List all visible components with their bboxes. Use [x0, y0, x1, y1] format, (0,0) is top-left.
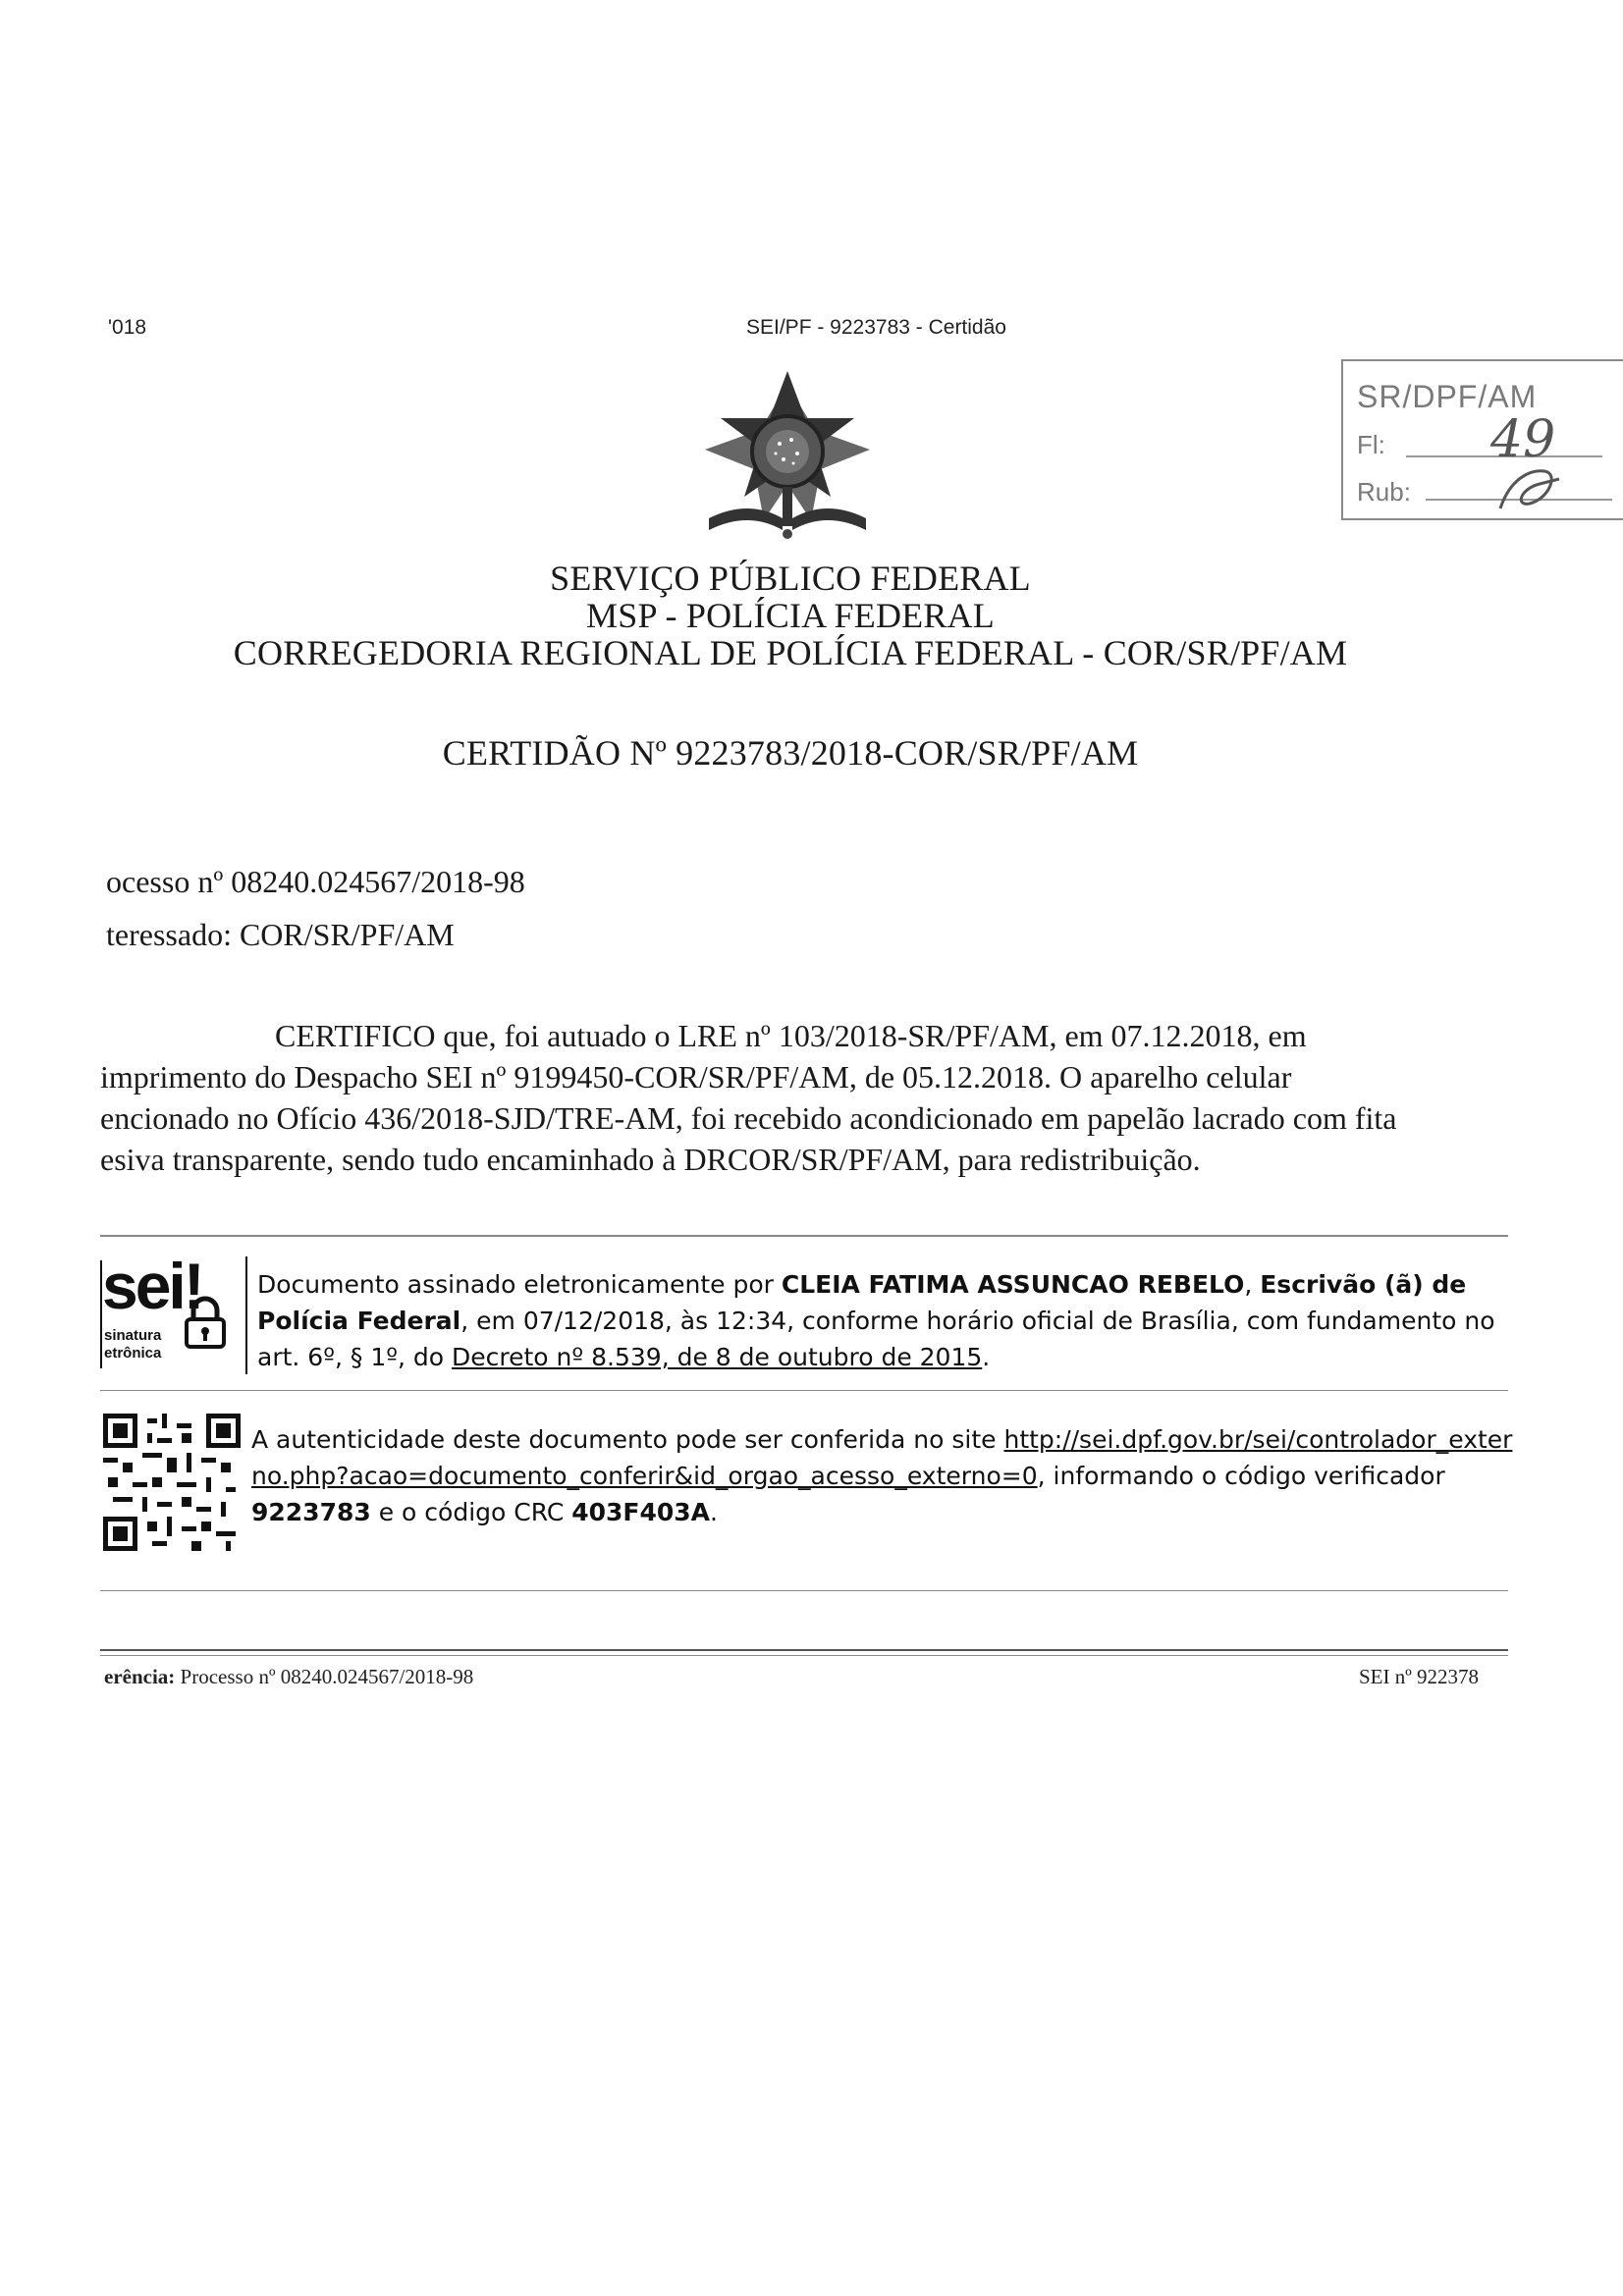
heading-line-2: MSP - POLÍCIA FEDERAL [586, 596, 995, 635]
verifier-code: 9223783 [251, 1498, 371, 1526]
divider [100, 1390, 1508, 1391]
padlock-icon [183, 1296, 228, 1349]
divider [100, 1590, 1508, 1591]
print-header-date: '018 [108, 316, 147, 339]
body-line-2: imprimento do Despacho SEI nº 9199450-COR/SR/PF/AM, de 05.12.2018. O aparelho celular [100, 1059, 1292, 1095]
stamp-org: SR/DPF/AM [1357, 379, 1538, 414]
body-line-4: esiva transparente, sendo tudo encaminhado à DRCOR/SR/PF/AM, para redistribuição. [100, 1142, 1201, 1177]
coat-of-arms-emblem [689, 371, 886, 548]
signer-role: Escrivão (ã) de Polícia Federal [257, 1270, 1467, 1335]
qr-code[interactable] [103, 1414, 241, 1551]
decree-link[interactable]: Decreto nº 8.539, de 8 de outubro de 2015 [452, 1343, 983, 1371]
stamp-fl-label: Fl: [1357, 430, 1385, 459]
interessado-line: teressado: COR/SR/PF/AM [106, 917, 455, 952]
stamp-rub-label: Rub: [1357, 477, 1411, 507]
body-line-1: CERTIFICO que, foi autuado o LRE nº 103/2018-SR/PF/AM, em 07.12.2018, em [275, 1018, 1307, 1053]
protocol-stamp [1341, 359, 1623, 520]
rubric-signature-icon [1490, 459, 1569, 518]
footer-reference: erência: Processo nº 08240.024567/2018-98 [104, 1665, 474, 1688]
footer-ref-label: erência: [104, 1665, 176, 1688]
stamp-fl-value: 49 [1490, 410, 1556, 469]
footer-divider [100, 1649, 1508, 1651]
body-line-3: encionado no Ofício 436/2018-SJD/TRE-AM, foi recebido acondicionado em papelão lacrado com fita [100, 1100, 1397, 1136]
footer-sei-number: SEI nº 922378 [1359, 1665, 1480, 1688]
sei-logo-text: sei! [102, 1250, 202, 1322]
processo-line: ocesso nº 08240.024567/2018-98 [106, 864, 525, 899]
verification-url-link[interactable]: http://sei.dpf.gov.br/sei/controlador_externo.php?acao=documento_conferir&id_orgao_acesso_externo=0 [251, 1425, 1513, 1490]
sei-logo-sub2: etrônica [104, 1345, 162, 1362]
print-header-title: SEI/PF - 9223783 - Certidão [746, 316, 1006, 339]
footer-divider [100, 1655, 1508, 1656]
signature-text: Documento assinado eletronicamente por CLEIA FATIMA ASSUNCAO REBELO, Escrivão (ã) de Polícia Federal, em 07/12/2018, às 12:34, conforme horário oficial de Brasília, com fundamento no art. 6º, § 1º, do Decreto nº 8.539, de 8 de outubro de 2015. [257, 1270, 1495, 1371]
heading-line-1: SERVIÇO PÚBLICO FEDERAL [550, 559, 1031, 598]
authenticity-text: A autenticidade deste documento pode ser conferida no site http://sei.dpf.gov.br/sei/controlador_externo.php?acao=documento_conferir&id_orgao_acesso_externo=0, informando o código verificador 9223783 e o código CRC 403F403A. [251, 1425, 1513, 1526]
divider [100, 1235, 1508, 1237]
signer-name: CLEIA FATIMA ASSUNCAO REBELO [781, 1270, 1245, 1299]
heading-line-3: CORREGEDORIA REGIONAL DE POLÍCIA FEDERAL - COR/SR/PF/AM [233, 633, 1348, 672]
crc-code: 403F403A [571, 1498, 711, 1526]
sei-signature-logo [100, 1250, 247, 1374]
certidao-title: CERTIDÃO Nº 9223783/2018-COR/SR/PF/AM [442, 733, 1139, 773]
sei-logo-sub1: sinatura [104, 1327, 162, 1344]
